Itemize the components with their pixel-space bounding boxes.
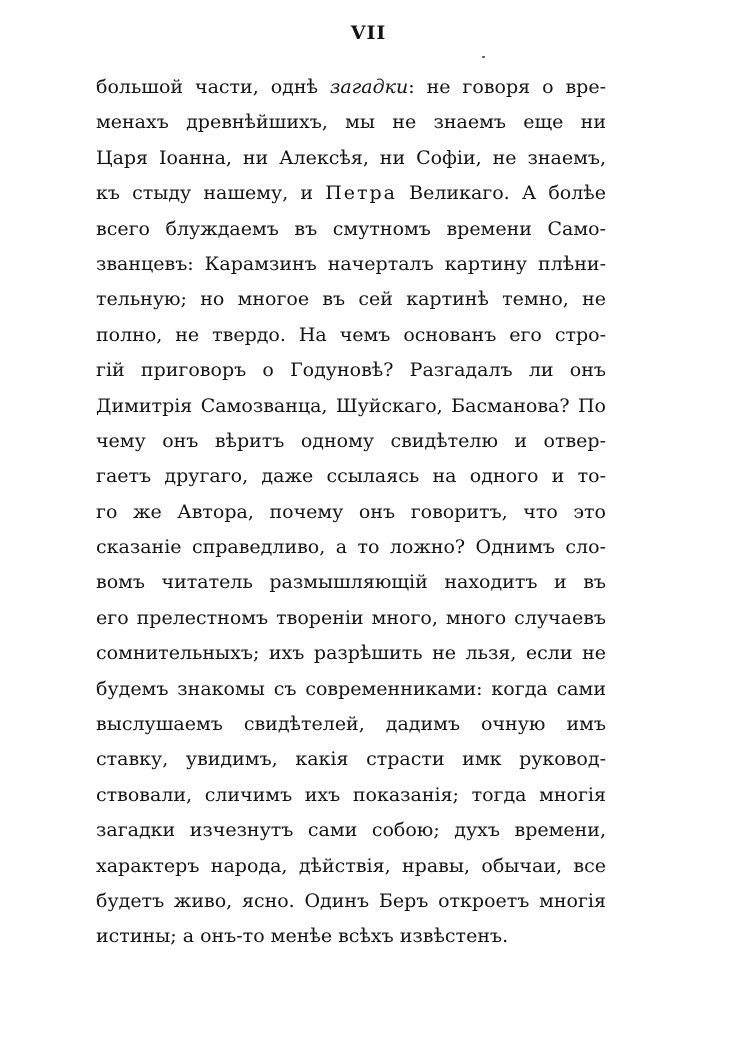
body-text <box>96 70 606 955</box>
text-line: сомнительныхъ; ихъ разрѣшить не льзя, если не <box>96 642 606 665</box>
text-line: менахъ древнѣйшихъ, мы не знаемъ еще ни <box>96 111 606 134</box>
emphasis-italic: загадки <box>329 76 409 98</box>
emphasis-spaced: Петра <box>325 182 398 205</box>
text-line: ставку, увидимъ, какія страсти имк руковод- <box>96 748 606 771</box>
text-line: выслушаемъ свидѣтелей, дадимъ очную имъ <box>96 713 606 736</box>
text-line: большой части, однѣ загадки: не говоря о вре- <box>96 76 606 98</box>
text-line-last: истины; а онъ-то менѣе всѣхъ извѣстенъ. <box>96 925 509 948</box>
text-line: званцевъ: Карамзинъ начерталъ картину плѣни- <box>96 252 606 275</box>
text-line: гаетъ другаго, даже ссылаясь на одного и то- <box>96 465 606 488</box>
text-line: загадки изчезнутъ сами собою; духъ времени, <box>96 819 606 842</box>
text-line: Димитрія Самозванца, Шуйскаго, Басманова? По <box>96 394 606 417</box>
text-line: будетъ живо, ясно. Одинъ Беръ откроетъ многія <box>96 889 606 912</box>
text-line: чему онъ вѣритъ одному свидѣтелю и отвер- <box>96 429 606 452</box>
page-number: VII <box>350 22 387 44</box>
text-line: Царя Іоанна, ни Алексѣя, ни Софіи, не знаемъ, <box>96 146 606 169</box>
print-speck <box>482 56 485 58</box>
text-line: ствовали, сличимъ ихъ показанія; тогда многія <box>96 783 606 806</box>
text-line: сказаніе справедливо, а то ложно? Однимъ сло- <box>96 536 606 559</box>
text-line: вомъ читатель размышляющій находитъ и въ <box>96 571 606 594</box>
text-line: къ стыду нашему, и Петра Великаго. А болѣе <box>96 182 606 205</box>
text-line: будемъ знакомы съ современниками: когда сами <box>96 677 606 700</box>
text-line: характеръ народа, дѣйствія, нравы, обычаи, все <box>96 854 606 877</box>
text-line: тельную; но многое въ сей картинѣ темно, не <box>96 288 606 311</box>
text-line: го же Автора, почему онъ говоритъ, что это <box>96 500 606 523</box>
text-line: гій приговоръ о Годуновѣ? Разгадалъ ли онъ <box>96 359 606 382</box>
text-line: всего блуждаемъ въ смутномъ времени Само- <box>96 217 606 240</box>
text-line: его прелестномъ твореніи много, много случаевъ <box>96 606 606 629</box>
text-line: полно, не твердо. На чемъ основанъ его стро- <box>96 323 606 346</box>
